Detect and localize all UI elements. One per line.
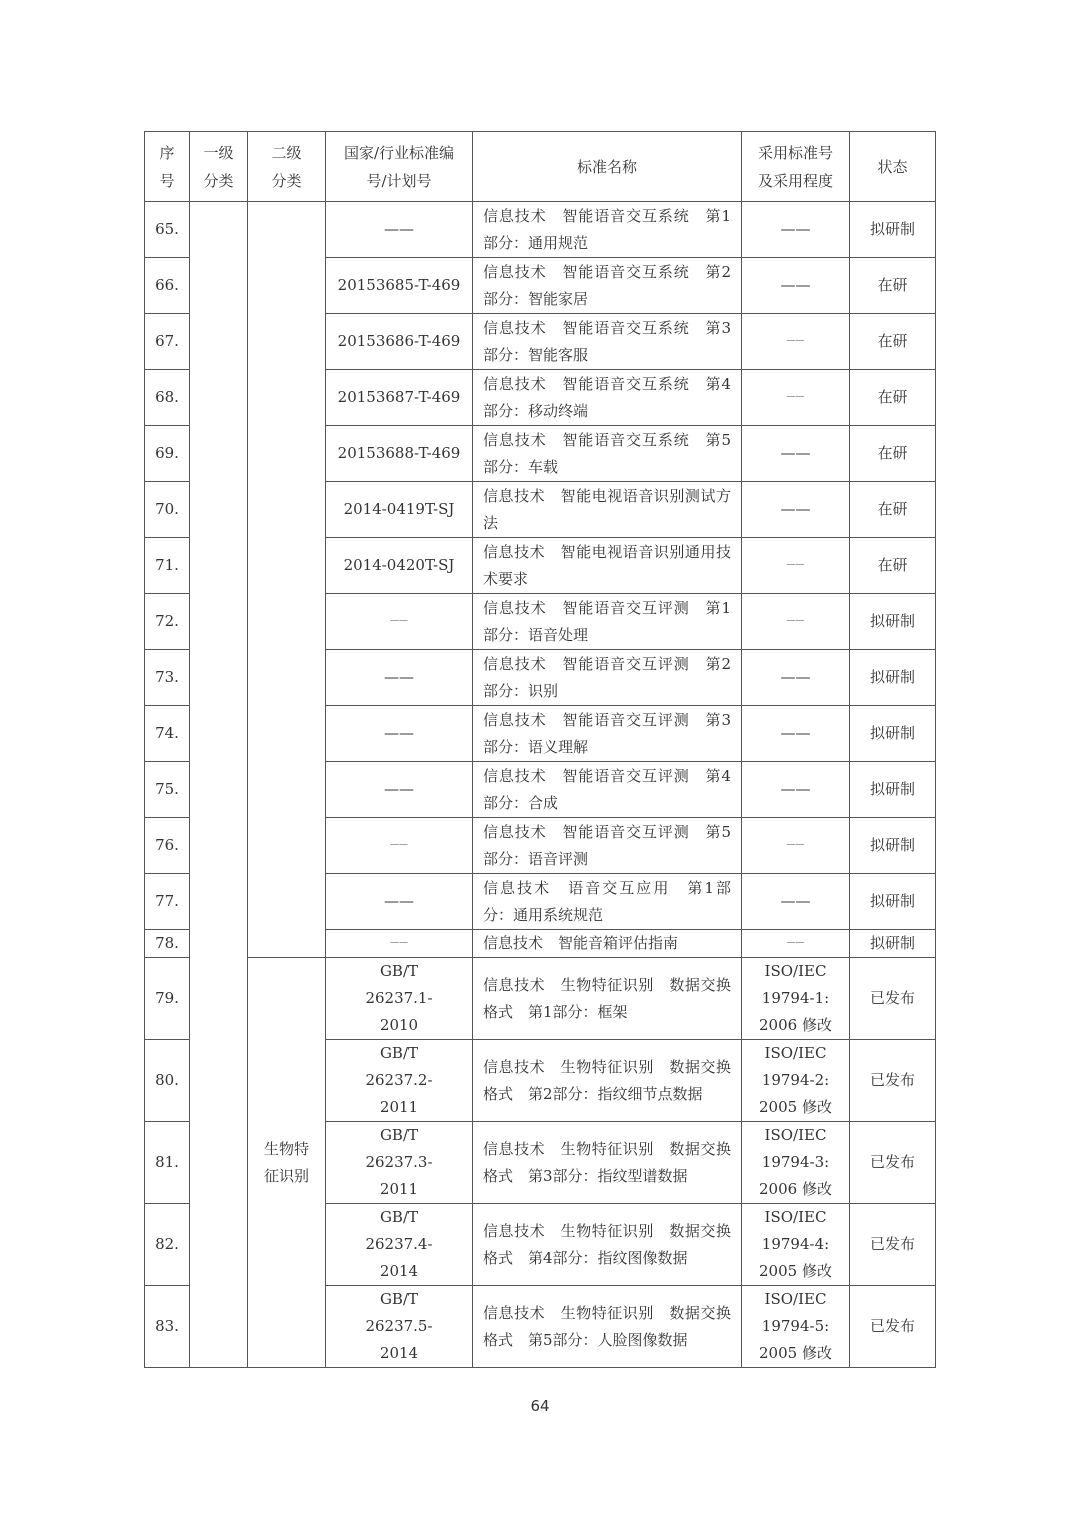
- cell-seq: 76.: [145, 818, 190, 874]
- cell-name: 信息技术 智能语音交互评测 第2部分：识别: [473, 650, 742, 706]
- cell-name: 信息技术 智能语音交互评测 第5部分：语音评测: [473, 818, 742, 874]
- cell-seq: 79.: [145, 958, 190, 1040]
- cell-seq: 71.: [145, 538, 190, 594]
- cell-level2-speech: [248, 202, 326, 958]
- cell-code: GB/T 26237.3-2011: [326, 1122, 473, 1204]
- cell-code: 2014-0420T-SJ: [326, 538, 473, 594]
- cell-status: 拟研制: [850, 650, 936, 706]
- cell-status: 已发布: [850, 958, 936, 1040]
- header-adopt: 采用标准号 及采用程度: [742, 132, 850, 202]
- cell-seq: 77.: [145, 874, 190, 930]
- cell-name: 信息技术 智能语音交互评测 第4部分：合成: [473, 762, 742, 818]
- cell-status: 拟研制: [850, 874, 936, 930]
- cell-seq: 78.: [145, 930, 190, 958]
- cell-status: 拟研制: [850, 930, 936, 958]
- cell-name: 信息技术 生物特征识别 数据交换格式 第3部分：指纹型谱数据: [473, 1122, 742, 1204]
- cell-status: 拟研制: [850, 202, 936, 258]
- cell-adopt: ISO/IEC 19794-4: 2005 修改: [742, 1204, 850, 1286]
- cell-status: 拟研制: [850, 594, 936, 650]
- cell-seq: 68.: [145, 370, 190, 426]
- header-code: 国家/行业标准编 号/计划号: [326, 132, 473, 202]
- cell-name: 信息技术 生物特征识别 数据交换格式 第5部分：人脸图像数据: [473, 1286, 742, 1368]
- cell-status: 在研: [850, 370, 936, 426]
- cell-name: 信息技术 智能语音交互评测 第3部分：语义理解: [473, 706, 742, 762]
- cell-status: 在研: [850, 258, 936, 314]
- cell-code: ——: [326, 874, 473, 930]
- cell-name: 信息技术 智能语音交互系统 第1部分：通用规范: [473, 202, 742, 258]
- cell-adopt: ——: [742, 706, 850, 762]
- cell-status: 已发布: [850, 1204, 936, 1286]
- cell-code: 20153688-T-469: [326, 426, 473, 482]
- cell-seq: 69.: [145, 426, 190, 482]
- cell-name: 信息技术 智能语音交互系统 第3部分：智能客服: [473, 314, 742, 370]
- cell-adopt: ISO/IEC 19794-5: 2005 修改: [742, 1286, 850, 1368]
- cell-adopt: ——: [742, 594, 850, 650]
- cell-adopt: ——: [742, 426, 850, 482]
- cell-name: 信息技术 生物特征识别 数据交换格式 第1部分：框架: [473, 958, 742, 1040]
- cell-adopt: ——: [742, 202, 850, 258]
- cell-adopt: ——: [742, 762, 850, 818]
- header-name: 标准名称: [473, 132, 742, 202]
- cell-adopt: ——: [742, 930, 850, 958]
- cell-status: 在研: [850, 482, 936, 538]
- cell-status: 在研: [850, 426, 936, 482]
- cell-seq: 80.: [145, 1040, 190, 1122]
- cell-name: 信息技术 智能语音交互评测 第1部分：语音处理: [473, 594, 742, 650]
- cell-adopt: ——: [742, 314, 850, 370]
- cell-seq: 70.: [145, 482, 190, 538]
- header-level2: 二级 分类: [248, 132, 326, 202]
- cell-code: GB/T 26237.1-2010: [326, 958, 473, 1040]
- cell-level2-biometric: 生物特 征识别: [248, 958, 326, 1368]
- table-row: [145, 958, 936, 1040]
- cell-name: 信息技术 智能语音交互系统 第5部分：车载: [473, 426, 742, 482]
- cell-name: 信息技术 生物特征识别 数据交换格式 第2部分：指纹细节点数据: [473, 1040, 742, 1122]
- header-row: [145, 132, 936, 202]
- cell-adopt: ——: [742, 874, 850, 930]
- cell-name: 信息技术 智能语音交互系统 第2部分：智能家居: [473, 258, 742, 314]
- cell-status: 在研: [850, 538, 936, 594]
- cell-code: 2014-0419T-SJ: [326, 482, 473, 538]
- cell-status: 拟研制: [850, 818, 936, 874]
- cell-adopt: ISO/IEC 19794-2: 2005 修改: [742, 1040, 850, 1122]
- page-number: 64: [530, 1397, 550, 1415]
- cell-name: 信息技术 智能语音交互系统 第4部分：移动终端: [473, 370, 742, 426]
- cell-seq: 73.: [145, 650, 190, 706]
- header-level1: 一级 分类: [190, 132, 248, 202]
- cell-code: ——: [326, 930, 473, 958]
- cell-seq: 83.: [145, 1286, 190, 1368]
- cell-status: 已发布: [850, 1286, 936, 1368]
- cell-adopt: ——: [742, 650, 850, 706]
- cell-status: 已发布: [850, 1122, 936, 1204]
- header-status: 状态: [850, 132, 936, 202]
- cell-name: 信息技术 语音交互应用 第1部分：通用系统规范: [473, 874, 742, 930]
- cell-status: 拟研制: [850, 762, 936, 818]
- cell-level1: [190, 202, 248, 1368]
- cell-seq: 72.: [145, 594, 190, 650]
- cell-code: ——: [326, 202, 473, 258]
- cell-status: 在研: [850, 314, 936, 370]
- cell-adopt: ——: [742, 370, 850, 426]
- standards-table: [144, 131, 936, 1368]
- cell-name: 信息技术 智能音箱评估指南: [473, 930, 742, 958]
- cell-status: 拟研制: [850, 706, 936, 762]
- cell-name: 信息技术 智能电视语音识别测试方法: [473, 482, 742, 538]
- cell-seq: 66.: [145, 258, 190, 314]
- cell-adopt: ISO/IEC 19794-1: 2006 修改: [742, 958, 850, 1040]
- cell-adopt: ——: [742, 258, 850, 314]
- table-body: [145, 202, 936, 1368]
- cell-code: ——: [326, 594, 473, 650]
- cell-status: 已发布: [850, 1040, 936, 1122]
- cell-code: GB/T 26237.4-2014: [326, 1204, 473, 1286]
- cell-adopt: ——: [742, 818, 850, 874]
- cell-name: 信息技术 生物特征识别 数据交换格式 第4部分：指纹图像数据: [473, 1204, 742, 1286]
- cell-seq: 67.: [145, 314, 190, 370]
- cell-code: ——: [326, 650, 473, 706]
- cell-seq: 75.: [145, 762, 190, 818]
- cell-code: GB/T 26237.2-2011: [326, 1040, 473, 1122]
- cell-seq: 81.: [145, 1122, 190, 1204]
- cell-name: 信息技术 智能电视语音识别通用技术要求: [473, 538, 742, 594]
- header-seq: 序 号: [145, 132, 190, 202]
- cell-code: ——: [326, 818, 473, 874]
- table-row: [145, 202, 936, 258]
- cell-code: ——: [326, 762, 473, 818]
- cell-seq: 82.: [145, 1204, 190, 1286]
- cell-seq: 65.: [145, 202, 190, 258]
- cell-code: GB/T 26237.5-2014: [326, 1286, 473, 1368]
- cell-code: 20153686-T-469: [326, 314, 473, 370]
- cell-adopt: ——: [742, 538, 850, 594]
- cell-code: 20153685-T-469: [326, 258, 473, 314]
- cell-adopt: ISO/IEC 19794-3: 2006 修改: [742, 1122, 850, 1204]
- cell-code: ——: [326, 706, 473, 762]
- cell-seq: 74.: [145, 706, 190, 762]
- cell-code: 20153687-T-469: [326, 370, 473, 426]
- cell-adopt: ——: [742, 482, 850, 538]
